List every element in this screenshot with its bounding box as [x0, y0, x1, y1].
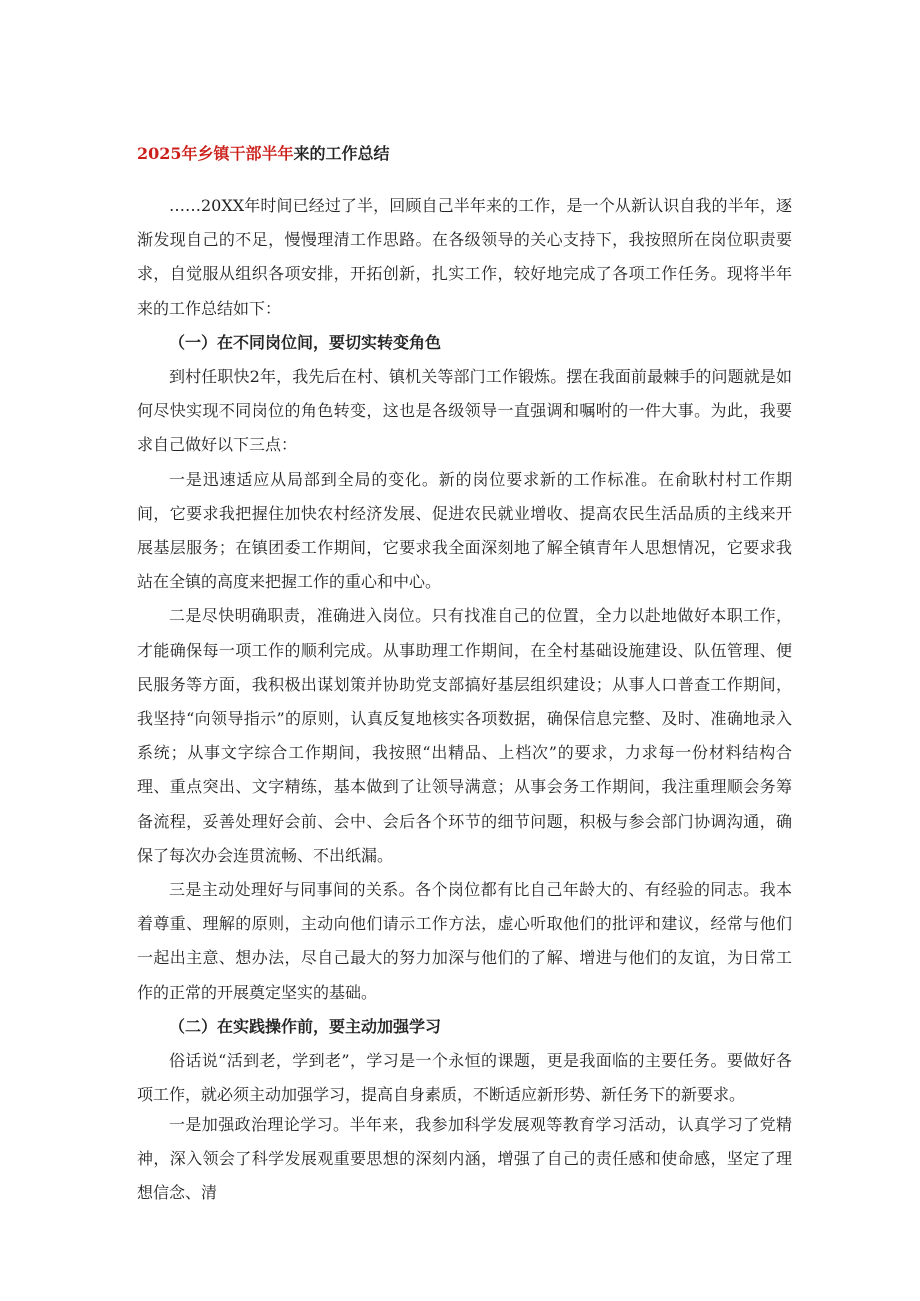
body-paragraph: 一是迅速适应从局部到全局的变化。新的岗位要求新的工作标准。在俞耿村村工作期间，它要求我把握住加快农村经济发展、促进农民就业增收、提高农民生活品质的主线来开展基层服务；在镇团委工作期间，它要求我全面深刻地了解全镇青年人思想情况，它要求我站在全镇的高度来把握工作的重心和中心。 [137, 469, 792, 592]
document-title [137, 141, 390, 164]
title-rest: 来的工作总结 [293, 144, 390, 163]
document-body [137, 189, 792, 1112]
intro-paragraph: ……20XX年时间已经过了半，回顾自己半年来的工作，是一个从新认识自我的半年，逐渐发现自己的不足，慢慢理清工作思路。在各级领导的关心支持下，我按照所在岗位职责要求，自觉服从组织各项安排，开拓创新，扎实工作，较好地完成了各项工作任务。现将半年来的工作总结如下： [137, 196, 792, 318]
title-highlight: 2025年乡镇干部半年 [137, 144, 294, 163]
body-paragraph: 到村任职快2年，我先后在村、镇机关等部门工作锻炼。摆在我面前最棘手的问题就是如何尽快实现不同岗位的角色转变，这也是各级领导一直强调和嘱咐的一件大事。为此，我要求自己做好以下三点： [137, 367, 792, 455]
final-paragraph: 一是加强政治理论学习。半年来，我参加科学发展观等教育学习活动，认真学习了党精神，深入领会了科学发展观重要思想的深刻内涵，增强了自己的责任感和使命感，坚定了理想信念、清 [137, 1115, 792, 1203]
section-heading-2: （二）在实践操作前，要主动加强学习 [169, 1016, 442, 1036]
section-heading-1: （一）在不同岗位间，要切实转变角色 [169, 332, 442, 352]
document-body-continued [137, 1108, 792, 1211]
body-paragraph: 二是尽快明确职责，准确进入岗位。只有找准自己的位置，全力以赴地做好本职工作，才能确保每一项工作的顺利完成。从事助理工作期间，在全村基础设施建设、队伍管理、便民服务等方面，我积极出谋划策并协助党支部搞好基层组织建设；从事人口普查工作期间，我坚持“向领导指示”的原则，认真反复地核实各项数据，确保信息完整、及时、准确地录入系统；从事文字综合工作期间，我按照“出精品、上档次”的要求，力求每一份材料结构合理、重点突出、文字精练，基本做到了让领导满意；从事会务工作期间，我注重理顺会务筹备流程，妥善处理好会前、会中、会后各个环节的细节问题，积极与参会部门协调沟通，确保了每次办会连贯流畅、不出纸漏。 [137, 606, 792, 865]
body-paragraph: 三是主动处理好与同事间的关系。各个岗位都有比自己年龄大的、有经验的同志。我本着尊重、理解的原则，主动向他们请示工作方法，虚心听取他们的批评和建议，经常与他们一起出主意、想办法，尽自己最大的努力加深与他们的了解、增进与他们的友谊，为日常工作的正常的开展奠定坚实的基础。 [137, 880, 792, 1002]
body-paragraph: 俗话说“活到老，学到老”，学习是一个永恒的课题，更是我面临的主要任务。要做好各项工作，就必须主动加强学习，提高自身素质，不断适应新形势、新任务下的新要求。 [137, 1051, 792, 1105]
